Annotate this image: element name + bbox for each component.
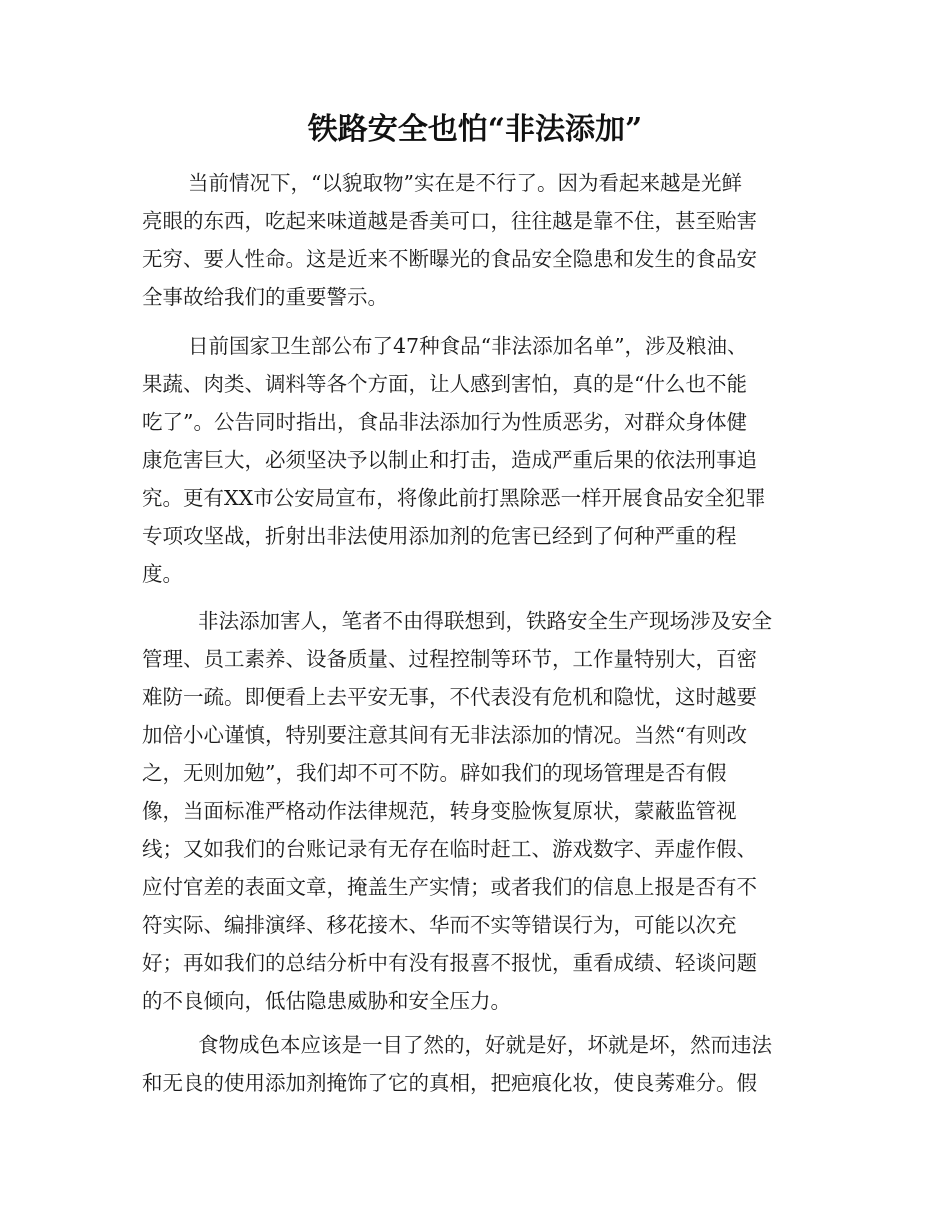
paragraph-line: 亮眼的东西，吃起来味道越是香美可口，往往越是靠不住，甚至贻害: [142, 209, 757, 233]
paragraph-line: 像，当面标准严格动作法律规范，转身变脸恢复原状，蒙蔽监管视: [142, 799, 737, 823]
paragraph-line: 食物成色本应该是一目了然的，好就是好，坏就是坏，然而违法: [198, 1033, 772, 1057]
paragraph-line: 康危害巨大，必须坚决予以制止和打击，造成严重后果的依法刑事追: [142, 448, 757, 472]
paragraph-line: 难防一疏。即便看上去平安无事，不代表没有危机和隐忧，这时越要: [142, 685, 757, 709]
paragraph-line: 日前国家卫生部公布了47种食品“非法添加名单”，涉及粮油、: [188, 334, 748, 358]
paragraph-line: 符实际、编排演绎、移花接木、华而不实等错误行为，可能以次充: [142, 913, 737, 937]
paragraph-line: 度。: [142, 562, 183, 586]
paragraph-line: 无穷、要人性命。这是近来不断曝光的食品安全隐患和发生的食品安: [142, 247, 757, 271]
paragraph-line: 吃了”。公告同时指出，食品非法添加行为性质恶劣，对群众身体健: [142, 410, 747, 434]
paragraph-line: 究。更有XX市公安局宣布，将像此前打黑除恶一样开展食品安全犯罪: [142, 486, 766, 510]
paragraph-line: 线；又如我们的台账记录有无存在临时赶工、游戏数字、弄虚作假、: [142, 837, 757, 861]
paragraph-line: 管理、员工素养、设备质量、过程控制等环节，工作量特别大，百密: [142, 647, 757, 671]
paragraph-line: 果蔬、肉类、调料等各个方面，让人感到害怕，真的是“什么也不能: [142, 372, 747, 396]
paragraph-2: [142, 327, 806, 593]
paragraph-line: 应付官差的表面文章，掩盖生产实情；或者我们的信息上报是否有不: [142, 875, 757, 899]
paragraph-line: 的不良倾向，低估隐患威胁和安全压力。: [142, 989, 511, 1013]
paragraph-3: [142, 602, 806, 1020]
paragraph-line: 全事故给我们的重要警示。: [142, 285, 388, 309]
paragraph-line: 之，无则加勉”，我们却不可不防。辟如我们的现场管理是否有假: [142, 761, 727, 785]
paragraph-line: 专项攻坚战，折射出非法使用添加剂的危害已经到了何种严重的程: [142, 524, 737, 548]
paragraph-line: 加倍小心谨慎，特别要注意其间有无非法添加的情况。当然“有则改: [142, 723, 747, 747]
document-title: 铁路安全也怕“非法添加”: [307, 112, 643, 147]
paragraph-line: 和无良的使用添加剂掩饰了它的真相，把疤痕化妆，使良莠难分。假: [142, 1071, 757, 1095]
paragraph-line: 好；再如我们的总结分析中有没有报喜不报忧，重看成绩、轻谈问题: [142, 951, 757, 975]
paragraph-line: 当前情况下，“以貌取物”实在是不行了。因为看起来越是光鲜: [188, 171, 742, 195]
paragraph-line: 非法添加害人，笔者不由得联想到，铁路安全生产现场涉及安全: [198, 609, 772, 633]
paragraph-4: [142, 1026, 806, 1102]
paragraph-1: [142, 164, 806, 316]
